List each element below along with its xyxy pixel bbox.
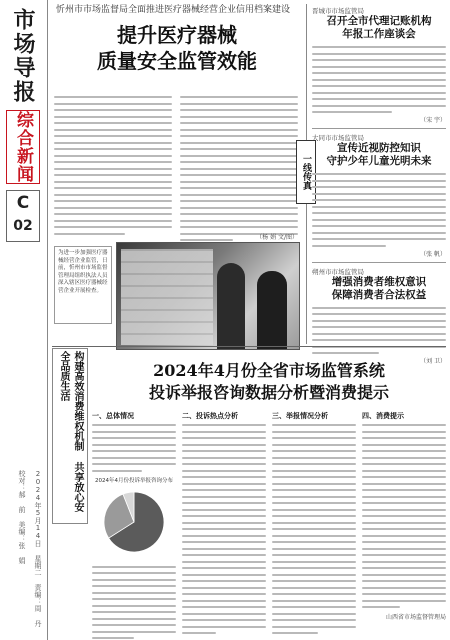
masthead-logo xyxy=(4,8,42,108)
brief-1-body xyxy=(312,46,446,113)
lead-body-col-1 xyxy=(54,96,172,235)
page-code: C 02 xyxy=(6,190,40,242)
lead-headline-2: 质量安全监管效能 xyxy=(97,49,257,73)
lead-photo xyxy=(116,242,300,350)
report-subhead-2: 二、投诉热点分析 xyxy=(182,412,238,420)
slogan: 构建高效消费维权机制 共享放心安全品质生活 xyxy=(58,351,83,512)
report-title-1: 2024年4月份全省市场监管系统 xyxy=(153,361,385,380)
report-col-3 xyxy=(272,412,356,634)
lead-kicker: 忻州市市场监督局全面推进医疗器械经营企业信用档案建设 xyxy=(56,5,291,15)
report-col-2 xyxy=(182,412,266,634)
report-col-3-body xyxy=(272,424,356,634)
brief-1-title-1: 召开全市代理记账机构 xyxy=(326,15,432,27)
report-col-4-body xyxy=(362,424,446,608)
report-source: 山西省市场监督管理局 xyxy=(385,614,446,621)
report-subhead-1: 一、总体情况 xyxy=(92,412,134,420)
masthead-divider xyxy=(47,0,48,640)
lead-headline-1: 提升医疗器械 xyxy=(117,23,237,47)
logo-text: 市场导报 xyxy=(10,8,36,104)
slogan-box xyxy=(52,348,88,524)
report-title-2: 投诉举报咨询数据分析暨消费提示 xyxy=(148,383,389,402)
brief-1-title-2: 年报工作座谈会 xyxy=(342,28,416,40)
pie-chart-title: 2024年4月份投诉举报咨询分布 xyxy=(95,477,173,484)
report-divider xyxy=(52,346,446,347)
report-subhead-3: 三、举报情况分析 xyxy=(272,412,328,420)
brief-3 xyxy=(312,267,446,366)
brief-2 xyxy=(312,133,446,258)
brief-2-author: （张 帆） xyxy=(420,250,446,258)
photo-caption: 为进一步加强医疗器械经营企业监管，日前，忻州市市场监督管理局组织执法人员深入辖区医疗器械经营企业开展检查。 xyxy=(58,250,108,294)
report-col-1-body xyxy=(92,424,176,472)
report-col-2-body xyxy=(182,424,266,634)
report-col-1-body-2 xyxy=(92,566,176,640)
photo-caption-box xyxy=(54,246,112,324)
brief-3-title-1: 增强消费者维权意识 xyxy=(331,275,427,288)
brief-2-title-2: 守护少年儿童光明未来 xyxy=(326,155,432,167)
photo-shelf xyxy=(121,249,213,345)
masthead xyxy=(0,0,46,640)
slogan-left: 2024年5月14日 星期二 责编：周 丹 校对：郝 前 美编：张 娟 xyxy=(18,470,42,627)
report-header xyxy=(92,360,446,404)
lead-author: （杨 娟 文/图） xyxy=(256,234,298,241)
brief-1-author: （宋 宇） xyxy=(420,117,446,124)
brief-3-title-2: 保障消费者合法权益 xyxy=(331,288,427,301)
lead-body-col-2 xyxy=(180,96,298,241)
yixian-label: 一线传真 xyxy=(301,154,311,190)
brief-3-author: （刘 卫） xyxy=(420,358,446,365)
photo-person-right xyxy=(257,271,287,350)
brief-3-source: 朔州市市场监管局 xyxy=(312,267,364,276)
brief-1-source: 晋城市市场监管局 xyxy=(312,7,364,15)
report-subhead-4: 四、消费提示 xyxy=(362,412,404,420)
brief-2-body xyxy=(312,173,446,247)
section-title: 综合新闻 xyxy=(6,110,40,184)
brief-1 xyxy=(312,6,446,124)
photo-person-left xyxy=(217,263,245,350)
report-col-4 xyxy=(362,412,446,621)
brief-2-title-1: 宣传近视防控知识 xyxy=(337,142,421,154)
briefs-column xyxy=(312,6,446,365)
brief-2-source: 大同市市场监管局 xyxy=(312,134,364,142)
pie-chart xyxy=(92,485,176,559)
report-col-1 xyxy=(92,412,176,639)
lead-story xyxy=(52,4,302,344)
